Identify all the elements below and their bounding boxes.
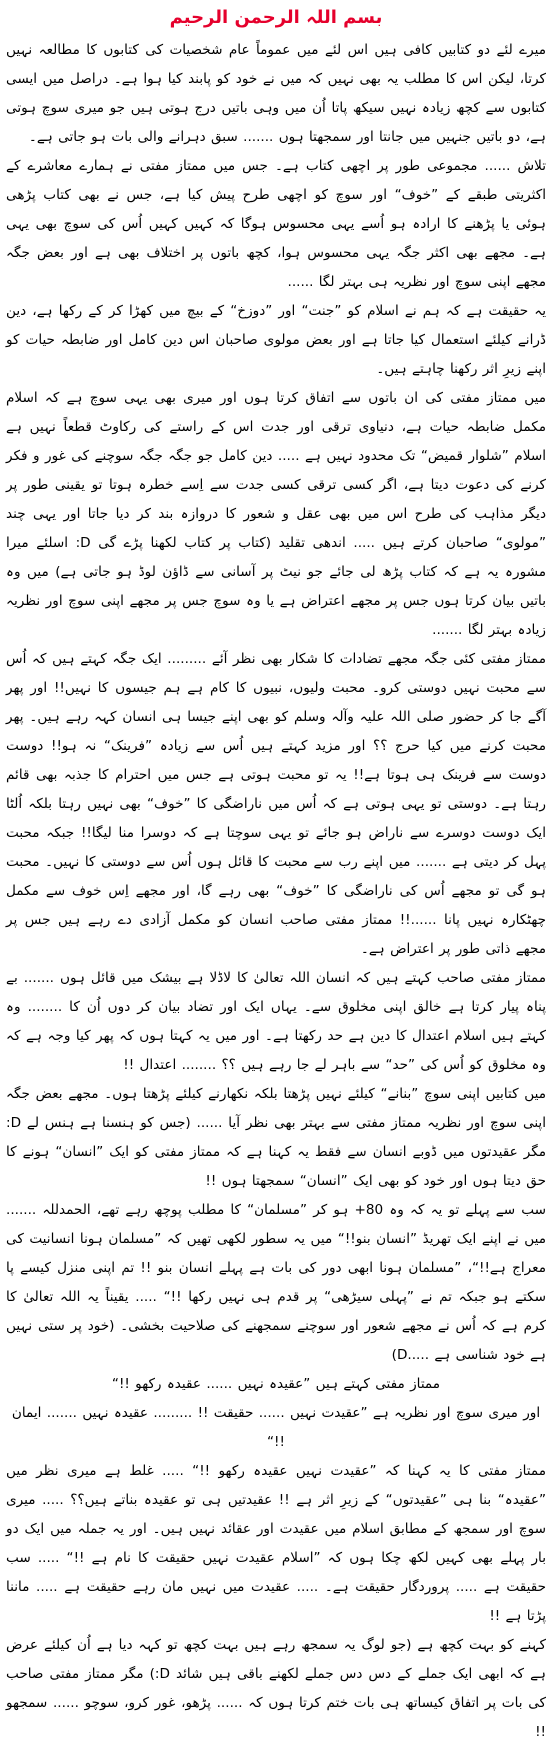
document-title: بسم اللہ الرحمن الرحیم	[169, 7, 383, 28]
paragraph-aqeedat: ممتاز مفتی کا یہ کہنا کہ ”عقیدت نہیں عقیدہ رکھو !!“ ..... غلط ہے میری نظر میں ”عقیدہ“ بنا ہی ”عقیدتوں“ کے زیرِ اثر ہے !! عقیدتیں ہی تو عقیدہ بناتے ہیں؟؟ ..... میری سوچ اور سمجھ کے مطابق اسلام میں عقیدت اور عقائد نہیں ہیں۔ اور یہ جملہ میں ایک دو بار پہلے بھی کہیں لکھ چکا ہوں کہ ”اسلام عقیدت نہیں حقیقت کا نام ہے !!“ ..... سب حقیقت ہے ..... پروردگار حقیقت ہے۔ ..... عقیدت میں نہیں مان رہے حقیقت ہے ..... ماننا پڑتا ہے !!	[6, 1463, 546, 1624]
paragraph-books: میں کتابیں اپنی سوچ ”بنانے“ کیلئے نہیں پڑھتا بلکہ نکھارنے کیلئے پڑھتا ہوں۔ مجھے بعض جگہ اپنی سوچ اور نظریہ ممتاز مفتی سے بہتر بھی نظر آیا ...... (جس کو ہنسنا ہے ہنس لے D: مگر عقیدتوں میں ڈوبے انسان سے فقط یہ کہنا ہے کہ ممتاز مفتی کو ایک ”انسان“ ہونے کا حق دیتا ہوں اور خود کو بھی ایک ”انسان“ سمجھتا ہوں !!	[6, 1086, 546, 1189]
paragraph-intro: میرے لئے دو کتابیں کافی ہیں اس لئے میں عموماً عام شخصیات کی کتابوں کا مطالعہ نہیں کرتا، لیکن اس کا مطلب یہ بھی نہیں کہ میں نے خود کو پابند کیا ہوا ہے۔ دراصل میں ایسی کتابوں سے کچھ زیادہ نہیں سیکھ پاتا اُن میں وہی باتیں درج ہوتی ہیں جو میری سوچ ہوتی ہے، دو باتیں جنہیں میں جانتا اور سمجھتا ہوں ....... سبق دہرانے والی بات ہو جاتی ہے۔	[6, 42, 546, 145]
paragraph-ladla: ممتاز مفتی صاحب کہتے ہیں کہ انسان اللہ تعالیٰ کا لاڈلا ہے بیشک میں قائل ہوں ....... بے پناہ پیار کرتا ہے خالق اپنی مخلوق سے۔ یہاں ایک اور تضاد بیان کر دوں اُن کا ........ وہ کہتے ہیں اسلام اعتدال کا دین ہے حد رکھتا ہے۔ اور میں یہ کہتا ہوں کہ پھر کیا وجہ ہے کہ وہ مخلوق کو اُس کی ”حد“ سے باہر لے جا رہے ہیں ؟؟ ........ اعتدال !!	[6, 970, 546, 1073]
quote-mufti: ممتاز مفتی کہتے ہیں ”عقیدہ نہیں ...... عقیدہ رکھو !!“	[111, 1376, 441, 1392]
paragraph-contradictions: ممتاز مفتی کئی جگہ مجھے تضادات کا شکار بھی نظر آئے ......... ایک جگہ کہتے ہیں کہ اُس سے محبت نہیں دوستی کرو۔ محبت ولیوں، نبیوں کا کام ہے ہم جیسوں کا نہیں!! اور پھر آگے جا کر حضور صلی اللہ علیہ وآلہ وسلم کو بھی اپنے جیسا ہی انسان کہہ رہے ہیں۔ پھر محبت کرنے میں کیا حرج ؟؟ اور مزید کہتے ہیں اُس سے زیادہ ”فرینک“ نہ ہو!! دوست دوست سے فرینک ہی ہوتا ہے!! یہ تو محبت ہوتی ہے جس میں احترام کا جذبہ بھی قائم رہتا ہے۔ دوستی تو یہی ہوتی ہے کہ اُس میں ناراضگی کا ”خوف“ بھی نہیں رہتا بلکہ اُلٹا ایک دوست دوسرے سے ناراض ہو جائے تو یہی سوچتا ہے کہ دوسرا منا لیگا!! جبکہ محبت پہل کر دیتی ہے ....... میں اپنے رب سے محبت کا قائل ہوں اُس سے دوستی کا نہیں۔ محبت ہو گی تو مجھے اُس کی ناراضگی کا ”خوف“ بھی رہے گا، اور مجھے اِس خوف سے مکمل چھٹکارہ نہیں پانا ......!! ممتاز مفتی صاحب انسان کو مکمل آزادی دے رہے ہیں جس پر مجھے ذاتی طور پر اعتراض ہے۔	[6, 651, 546, 957]
paragraph-musalman: سب سے پہلے تو یہ کہ وہ 80+ ہو کر ”مسلمان“ کا مطلب پوچھ رہے تھے، الحمدللہ ....... میں نے اپنے ایک تھریڈ ”انسان بنو!!“ میں یہ سطور لکھی تھیں کہ ”مسلمان ہونا انسانیت کی معراج ہے!!“، ”مسلمان ہونا ابھی دور کی بات ہے پہلے انسان بنو !! تم اپنی منزل کیسے پا سکتے ہو جبکہ تم نے ”پہلی سیڑھی“ پر قدم ہی نہیں رکھا !!“ ..... یقیناً یہ اللہ تعالیٰ کا کرم ہے کہ اُس نے مجھے شعور اور سوچنے سمجھنے کی صلاحیت بخشی۔ (خود پر ستی نہیں ہے خود شناسی ہے .....D)	[6, 1202, 547, 1363]
paragraph-agreement: میں ممتاز مفتی کی ان باتوں سے اتفاق کرتا ہوں اور میری بھی یہی سوچ ہے کہ اسلام مکمل ضابطہ حیات ہے، دنیاوی ترقی اور جدت اس کے راستے کی رکاوٹ قطعاً نہیں ہے اسلام ”شلوار قمیض“ تک محدود نہیں ہے ..... دین کامل جو جگہ جگہ سوچنے کی غور و فکر کرنے کی دعوت دیتا ہے، اگر کسی ترقی کسی جدت سے اِسے خطرہ ہوتا تو یقینی طور پر دیگر مذاہب کی طرح اس میں بھی عقل و شعور کا دروازہ بند کر دیا جاتا اور یہی چند ”مولوی“ صاحبان کرتے ہیں ..... اندھی تقلید (کتاب پر کتاب لکھنا پڑے گی D: اسلئے میرا مشورہ یہ ہے کہ کتاب پڑھ لی جائے جو نیٹ پر آسانی سے ڈاؤن لوڈ ہو جاتی ہے) میں وہ باتیں بیان کرتا ہوں جس پر مجھے اعتراض ہے یا وہ سوچ جس پر مجھے اپنی سوچ اور نظریہ زیادہ بہتر لگا .......	[6, 390, 546, 638]
quote-author: اور میری سوچ اور نظریہ ہے ”عقیدت نہیں ...... حقیقت !! ......... عقیدہ نہیں ....... ایمان !!“	[11, 1405, 541, 1450]
paragraph-talash: تلاش ...... مجموعی طور پر اچھی کتاب ہے۔ جس میں ممتاز مفتی نے ہمارے معاشرے کے اکثریتی طبقے کے ”خوف“ اور سوچ کو اچھی طرح پیش کیا ہے، جس نے بھی کتاب پڑھی ہوئی یا پڑھنے کا ارادہ ہو اُسے یہی محسوس ہوگا کہ کہیں کہیں اُس کی سوچ بھی یہی ہے۔ مجھے بھی اکثر جگہ یہی محسوس ہوا، کچھ باتوں پر اختلاف بھی ہے اور بعض جگہ مجھے اپنی سوچ اور نظریہ ہی بہتر لگا ......	[6, 158, 546, 290]
paragraph-jannat-dozakh: یہ حقیقت ہے کہ ہم نے اسلام کو ”جنت“ اور ”دوزخ“ کے بیچ میں کھڑا کر کے رکھا ہے، دین ڈرانے کیلئے استعمال کیا جاتا ہے اور بعض مولوی صاحبان اس دین کامل اور ضابطہ حیات کو اپنے زیرِ اثر رکھنا چاہتے ہیں۔	[6, 303, 546, 377]
paragraph-conclusion: کہنے کو بہت کچھ ہے (جو لوگ یہ سمجھ رہے ہیں بہت کچھ تو کہہ دیا ہے اُن کیلئے عرض ہے کہ ابھی ایک جملے کے دس دس جملے لکھنے باقی ہیں شائد D:) مگر ممتاز مفتی صاحب کی بات پر اتفاق کیساتھ ہی بات ختم کرتا ہوں کہ ...... پڑھو، غور کرو، سوچو ...... سمجھو !!	[6, 1637, 546, 1740]
document-body	[6, 36, 546, 1747]
